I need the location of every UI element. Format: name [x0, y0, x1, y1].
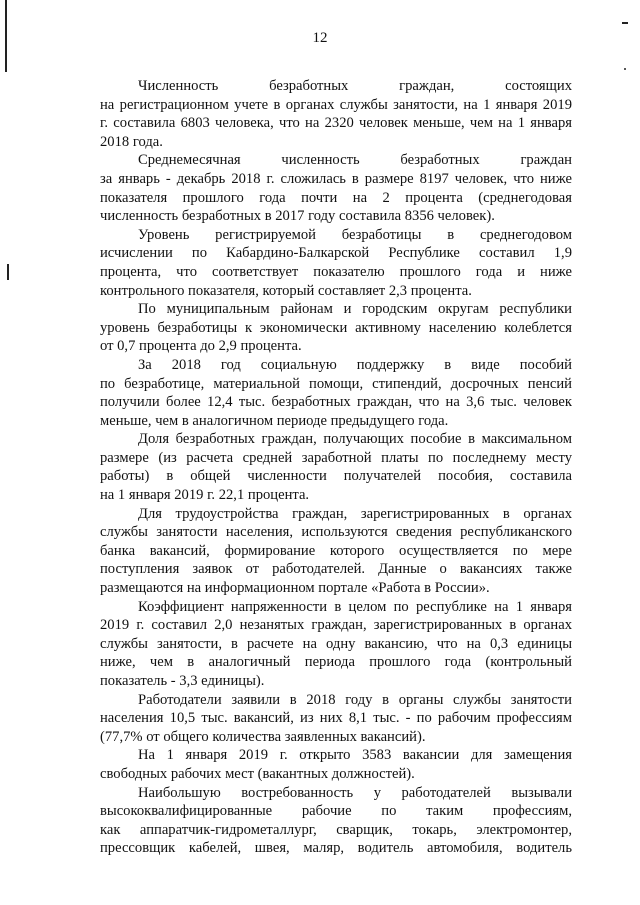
page-number: 12 [312, 30, 328, 46]
document-body [100, 77, 572, 858]
paragraph-line: получили более 12,4 тыс. безработных граждан, что на 3,6 тыс. человек [100, 394, 572, 411]
paragraph-line: от 0,7 процента до 2,9 процента. [100, 338, 302, 355]
paragraph [100, 784, 572, 858]
paragraph-line: Наибольшую востребованность у работодателей вызывали [138, 784, 572, 801]
paragraph-line: как аппаратчик-гидрометаллург, сварщик, токарь, электромонтер, [100, 821, 572, 838]
paragraph-line: банка вакансий, формирование которого осуществляется по мере [100, 542, 572, 559]
paragraph-line: по безработице, материальной помощи, стипендий, досрочных пенсий [100, 375, 572, 392]
paragraph-line: прессовщик кабелей, швея, маляр, водитель автомобиля, водитель [100, 840, 572, 857]
paragraph-line: За 2018 год социальную поддержку в виде пособий [138, 356, 572, 373]
paragraph-line: Работодатели заявили в 2018 году в органы службы занятости [138, 691, 572, 708]
paragraph-line: работы) в общей численности получателей пособия, составила [100, 468, 572, 485]
paragraph-line: размещаются на информационном портале «Работа в России». [100, 580, 490, 597]
paragraph-line: Численность безработных граждан, состоящих [138, 78, 572, 94]
paragraph [100, 151, 572, 225]
paragraph [100, 430, 572, 504]
paragraph-line: на 1 января 2019 г. 22,1 процента. [100, 487, 310, 504]
paragraph-line: Для трудоустройства граждан, зарегистрированных в органах [138, 505, 572, 522]
paragraph-line: численность безработных в 2017 году составила 8356 человек). [100, 208, 495, 225]
paragraph-line: процента, что соответствует показателю прошлого года и ниже [100, 263, 572, 280]
paragraph-line: высококвалифицированные рабочие по таким профессиям, [100, 803, 572, 820]
paragraph-line: показатель - 3,3 единицы). [100, 673, 265, 689]
paragraph [100, 226, 572, 300]
scan-speck [622, 22, 628, 24]
paragraph [100, 300, 572, 356]
paragraph [100, 691, 572, 747]
paragraph [100, 746, 572, 783]
paragraph [100, 356, 572, 430]
paragraph-line: за январь - декабрь 2018 г. сложилась в размере 8197 человек, что ниже [100, 170, 572, 187]
paragraph-line: ниже, чем в аналогичный периода прошлого года (контрольный [100, 654, 572, 671]
paragraph-line: 2019 г. составил 2,0 незанятых граждан, зарегистрированных в органах [100, 617, 572, 634]
scan-edge-mark [7, 264, 9, 280]
paragraph-line: Доля безработных граждан, получающих пособие в максимальном [138, 431, 572, 448]
paragraph-line: населения 10,5 тыс. вакансий, из них 8,1 тыс. - по рабочим профессиям [100, 710, 572, 727]
paragraph [100, 505, 572, 598]
paragraph [100, 598, 572, 691]
paragraph-line: поступления заявок от работодателей. Данные о вакансиях также [100, 561, 572, 578]
paragraph-line: На 1 января 2019 г. открыто 3583 вакансии для замещения [138, 747, 572, 764]
paragraph-line: исчислении по Кабардино-Балкарской Республике составил 1,9 [100, 245, 572, 262]
paragraph-line: Среднемесячная численность безработных граждан [138, 152, 572, 169]
paragraph-line: меньше, чем в аналогичном периоде предыдущего года. [100, 412, 449, 429]
paragraph-line: (77,7% от общего количества заявленных вакансий). [100, 728, 426, 745]
paragraph-line: свободных рабочих мест (вакантных должностей). [100, 765, 415, 782]
paragraph-line: размере (из расчета средней заработной платы по последнему месту [100, 449, 572, 466]
paragraph-line: По муниципальным районам и городским округам республики [138, 301, 572, 318]
scan-speck [624, 68, 626, 70]
paragraph-line: службы занятости, в расчете на одну вакансию, что на 0,3 единицы [100, 635, 572, 652]
paragraph-line: Коэффициент напряженности в целом по республике на 1 января [138, 598, 572, 615]
paragraph-line: г. составила 6803 человека, что на 2320 человек меньше, чем на 1 января [100, 115, 572, 132]
paragraph-line: контрольного показателя, который составляет 2,3 процента. [100, 282, 472, 299]
paragraph-line: 2018 года. [100, 133, 163, 150]
paragraph [100, 77, 572, 151]
paragraph-line: уровень безработицы к экономически активному населению колеблется [100, 319, 572, 336]
paragraph-line: на регистрационном учете в органах службы занятости, на 1 января 2019 [100, 96, 572, 113]
paragraph-line: службы занятости населения, используются сведения республиканского [100, 524, 572, 541]
paragraph-line: показателя прошлого года почти на 2 процента (среднегодовая [100, 189, 572, 206]
paragraph-line: Уровень регистрируемой безработицы в среднегодовом [138, 226, 572, 243]
